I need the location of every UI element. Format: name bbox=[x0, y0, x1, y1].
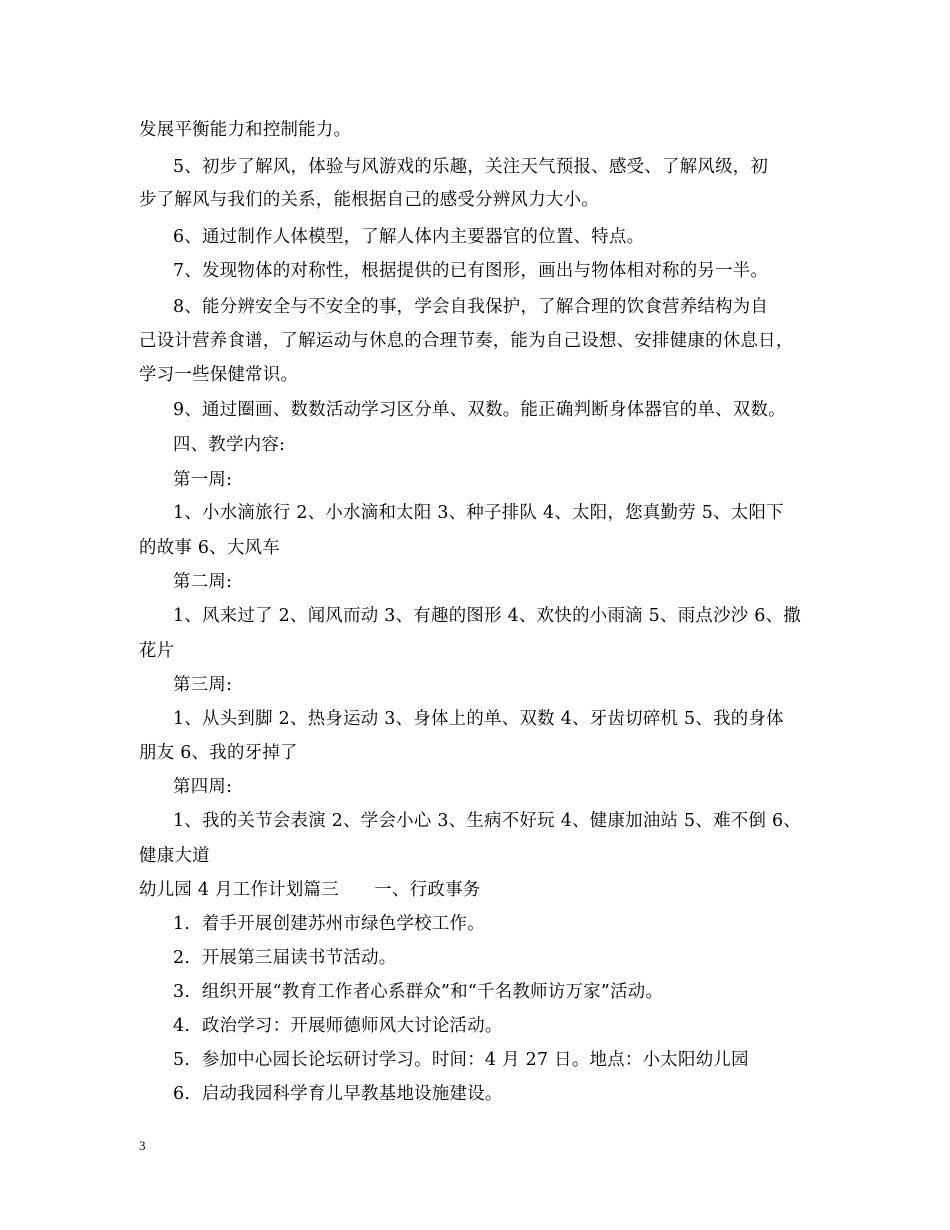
text-line: 1、我的关节会表演 2、学会小心 3、生病不好玩 4、健康加油站 5、难不倒 6、 bbox=[173, 811, 802, 831]
text-line: 5、初步了解风，体验与风游戏的乐趣，关注天气预报、感受、了解风级，初 bbox=[173, 157, 769, 177]
text-line: 朋友 6、我的牙掉了 bbox=[139, 743, 298, 763]
text-line: 发展平衡能力和控制能力。 bbox=[139, 120, 352, 140]
week-heading: 第二周: bbox=[173, 572, 233, 592]
section-heading: 四、教学内容: bbox=[173, 435, 286, 455]
text-line: 步了解风与我们的关系，能根据自己的感受分辨风力大小。 bbox=[139, 190, 599, 210]
text-line: 7、发现物体的对称性，根据提供的已有图形，画出与物体相对称的另一半。 bbox=[173, 261, 769, 281]
list-item: 3. 组织开展“教育工作者心系群众”和“千名教师访万家”活动。 bbox=[173, 982, 664, 1002]
week-heading: 第一周: bbox=[173, 470, 233, 490]
week-heading: 第三周: bbox=[173, 675, 233, 695]
list-item: 5. 参加中心园长论坛研讨学习。时间：4 月 27 日。地点：小太阳幼儿园 bbox=[173, 1050, 749, 1070]
text-line: 的故事 6、大风车 bbox=[139, 538, 281, 558]
text-line: 学习一些保健常识。 bbox=[139, 365, 299, 385]
text-line: 己设计营养食谱，了解运动与休息的合理节奏，能为自己设想、安排健康的休息日， bbox=[139, 331, 794, 351]
week-heading: 第四周: bbox=[173, 777, 233, 797]
list-item: 2. 开展第三届读书节活动。 bbox=[173, 948, 397, 968]
list-item: 6. 启动我园科学育儿早教基地设施建设。 bbox=[173, 1084, 503, 1104]
text-line: 花片 bbox=[139, 641, 175, 661]
page-number: 3 bbox=[139, 1138, 146, 1153]
text-line: 1、从头到脚 2、热身运动 3、身体上的单、双数 4、牙齿切碎机 5、我的身体 bbox=[173, 709, 784, 729]
text-line: 健康大道 bbox=[139, 846, 210, 866]
text-line: 1、风来过了 2、闻风而动 3、有趣的图形 4、欢快的小雨滴 5、雨点沙沙 6、撒 bbox=[173, 606, 802, 626]
list-item: 4. 政治学习：开展师德师风大讨论活动。 bbox=[173, 1016, 503, 1036]
text-line: 9、通过圈画、数数活动学习区分单、双数。能正确判断身体器官的单、双数。 bbox=[173, 400, 786, 420]
text-line: 8、能分辨安全与不安全的事，学会自我保护，了解合理的饮食营养结构为自 bbox=[173, 297, 769, 317]
section-heading: 幼儿园 4 月工作计划篇三 一、行政事务 bbox=[139, 880, 481, 900]
list-item: 1. 着手开展创建苏州市绿色学校工作。 bbox=[173, 914, 485, 934]
text-line: 6、通过制作人体模型，了解人体内主要器官的位置、特点。 bbox=[173, 227, 645, 247]
text-line: 1、小水滴旅行 2、小水滴和太阳 3、种子排队 4、太阳，您真勤劳 5、太阳下 bbox=[173, 503, 784, 523]
